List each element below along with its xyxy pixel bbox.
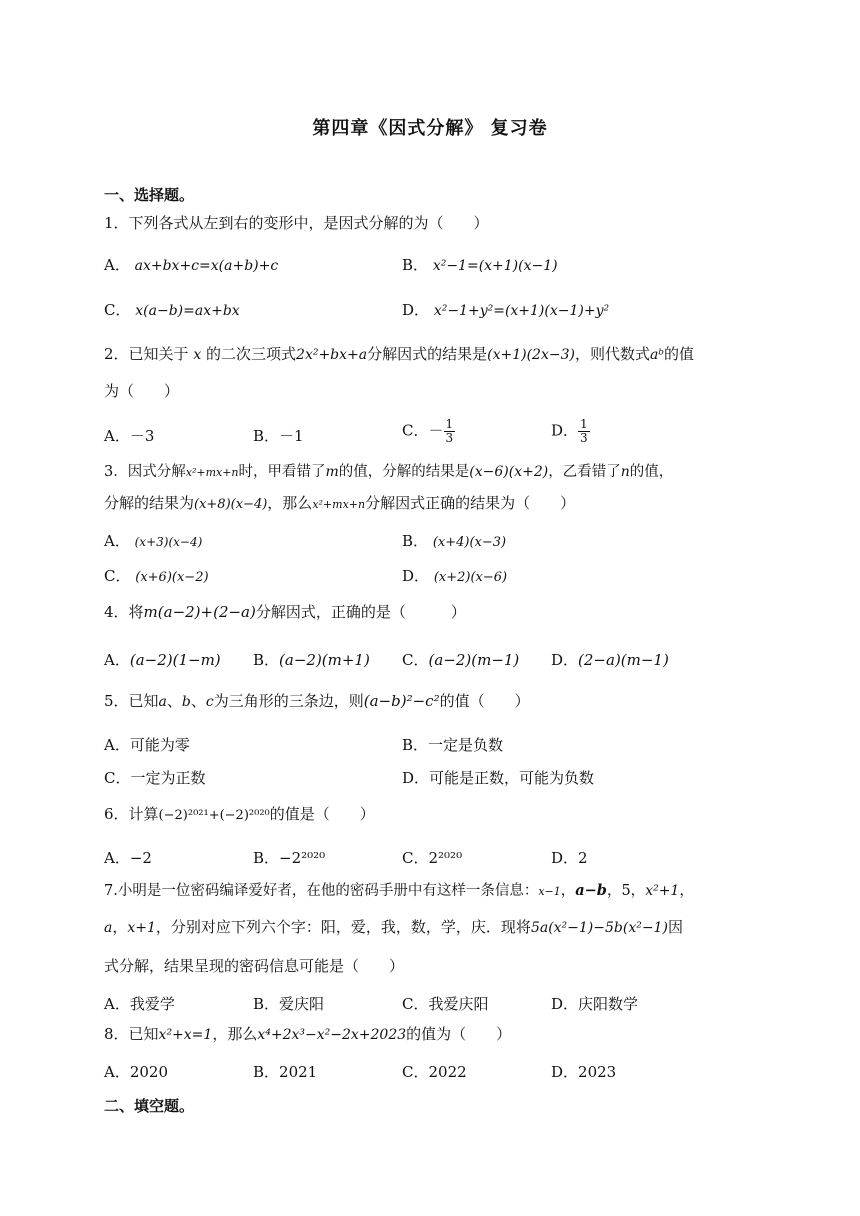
q6-option-b: B．−2²⁰²⁰ (253, 849, 326, 867)
q5-option-a: A．可能为零 (104, 736, 190, 754)
question-4-stem: 4．将m(a−2)+(2−a)分解因式，正确的是（ ） (104, 603, 466, 621)
q7-option-d: D．庆阳数学 (551, 995, 639, 1013)
question-7-line2: a，x+1，分别对应下列六个字：阳，爱，我，数，学，庆．现将5a(x²−1)−5b(x²−1)因 (104, 918, 683, 936)
q6-option-d: D．2 (551, 849, 588, 867)
q4-option-c: C．(a−2)(m−1) (402, 651, 520, 669)
q7-option-a: A．我爱学 (104, 995, 175, 1013)
q5-option-d: D．可能是正数，可能为负数 (402, 769, 595, 787)
q5-option-b: B．一定是负数 (402, 736, 504, 754)
question-2-stem: 2．已知关于 x 的二次三项式2x²+bx+a分解因式的结果是(x+1)(2x−3)，则代数式aᵇ的值 (104, 345, 694, 363)
question-6-stem: 6．计算(−2)²⁰²¹+(−2)²⁰²⁰的值是（ ） (104, 805, 375, 823)
question-1-stem: 1．下列各式从左到右的变形中，是因式分解的为（ ） (104, 214, 489, 232)
page-title: 第四章《因式分解》 复习卷 (312, 118, 548, 139)
question-2-stem-line2: 为（ ） (104, 382, 180, 400)
q7-option-c: C．我爱庆阳 (402, 995, 489, 1013)
section-heading-fill-in: 二、填空题。 (104, 1097, 195, 1115)
q4-option-d: D．(2−a)(m−1) (551, 651, 669, 669)
q3-option-c: C． (x+6)(x−2) (104, 567, 209, 585)
question-8-stem: 8．已知x²+x=1，那么x⁴+2x³−x²−2x+2023的值为（ ） (104, 1025, 512, 1043)
q6-option-a: A．−2 (104, 849, 152, 867)
q3-option-d: D． (x+2)(x−6) (402, 567, 508, 585)
q1-option-a: A． ax+bx+c=x(a+b)+c (104, 256, 279, 274)
q3-option-a: A． (x+3)(x−4) (104, 532, 203, 550)
section-heading-choice: 一、选择题。 (104, 186, 195, 204)
question-3-line1: 3．因式分解x²+mx+n时，甲看错了m的值，分解的结果是(x−6)(x+2)，乙看错了n的值， (104, 464, 674, 480)
q1-option-d: D． x²−1+y²=(x+1)(x−1)+y² (402, 301, 610, 319)
q8-option-b: B．2021 (253, 1063, 318, 1081)
q5-option-c: C．一定为正数 (104, 769, 206, 787)
q1-option-b: B． x²−1=(x+1)(x−1) (402, 256, 558, 274)
fraction: $\frac{1}{3}$ (445, 417, 454, 445)
q6-option-c: C．2²⁰²⁰ (402, 849, 463, 867)
fraction: $\frac{1}{3}$ (580, 417, 588, 445)
q4-option-a: A．(a−2)(1−m) (104, 651, 221, 669)
q7-option-b: B．爱庆阳 (253, 995, 325, 1013)
q8-option-c: C．2022 (402, 1063, 467, 1081)
question-7-line3: 式分解，结果呈现的密码信息可能是（ ） (104, 957, 405, 975)
question-7-line1: 7.小明是一位密码编译爱好者，在他的密码手册中有这样一条信息：x−1，a−b，5，x²+1， (104, 882, 694, 899)
question-3-line2: 分解的结果为(x+8)(x−4)，那么x²+mx+n分解因式正确的结果为（ ） (104, 494, 576, 512)
q1-option-c: C． x(a−b)=ax+bx (104, 301, 240, 319)
q8-option-a: A．2020 (104, 1063, 169, 1081)
q3-option-b: B． (x+4)(x−3) (402, 532, 507, 550)
question-5-stem: 5．已知a、b、c为三角形的三条边，则(a−b)²−c²的值（ ） (104, 692, 530, 710)
q2-option-b: B．－1 (253, 427, 304, 445)
q4-option-b: B．(a−2)(m+1) (253, 651, 370, 669)
q8-option-d: D．2023 (551, 1063, 617, 1081)
q2-option-c: C．－ $\frac{1}{3}$ (402, 417, 454, 445)
q2-option-d: D． $\frac{1}{3}$ (551, 417, 588, 445)
q2-option-a: A．－3 (104, 427, 155, 445)
